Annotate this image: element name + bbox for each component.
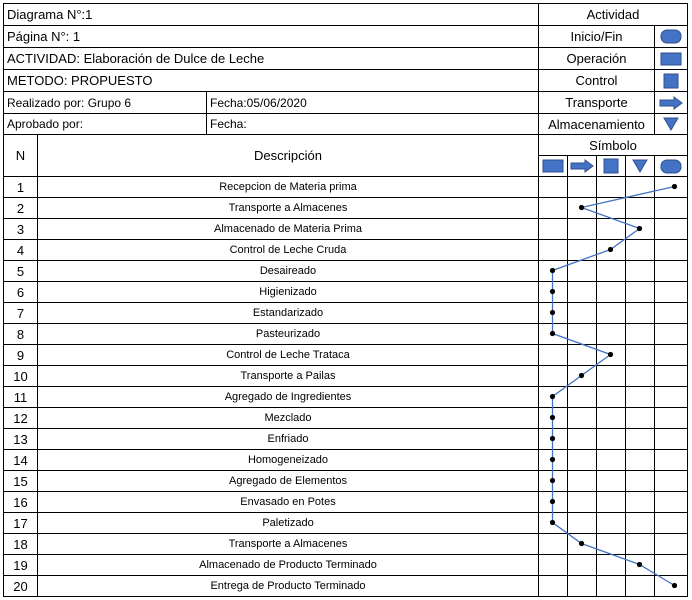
row-number: 3 [3, 218, 38, 240]
made-by: Realizado por: Grupo 6 [3, 91, 207, 114]
symbol-cell [596, 512, 626, 534]
activity-title: ACTIVIDAD: Elaboración de Dulce de Leche [3, 47, 539, 70]
symbol-column-header-2 [567, 155, 597, 177]
symbol-cell [596, 407, 626, 429]
symbol-cell [567, 281, 597, 303]
row-description: Estandarizado [37, 302, 539, 324]
symbol-cell [654, 365, 688, 387]
symbol-cell [654, 323, 688, 345]
row-description: Paletizado [37, 512, 539, 534]
row-number: 9 [3, 344, 38, 366]
row-number: 13 [3, 428, 38, 450]
row-number: 19 [3, 554, 38, 576]
symbol-cell [596, 281, 626, 303]
rounded-rect-icon [660, 159, 682, 174]
symbol-cell [625, 218, 655, 240]
row-number: 17 [3, 512, 38, 534]
n-header: N [3, 134, 38, 177]
symbol-cell [596, 323, 626, 345]
symbol-cell [538, 260, 568, 282]
symbol-cell [625, 239, 655, 261]
symbol-cell [596, 470, 626, 492]
symbol-cell [654, 344, 688, 366]
symbol-cell [596, 386, 626, 408]
symbol-cell [654, 260, 688, 282]
row-number: 2 [3, 197, 38, 219]
symbol-cell [596, 554, 626, 576]
symbol-cell [567, 533, 597, 555]
symbol-cell [625, 344, 655, 366]
symbol-cell [625, 554, 655, 576]
symbol-cell [625, 302, 655, 324]
row-number: 12 [3, 407, 38, 429]
symbol-cell [567, 512, 597, 534]
row-description: Pasteurizado [37, 323, 539, 345]
symbol-cell [567, 302, 597, 324]
triangle-down-icon [663, 117, 679, 131]
row-description: Enfriado [37, 428, 539, 450]
arrow-right-icon [659, 96, 683, 110]
symbol-column-header-4 [625, 155, 655, 177]
row-description: Transporte a Almacenes [37, 197, 539, 219]
symbol-cell [654, 575, 688, 597]
symbol-cell [538, 197, 568, 219]
symbol-cell [538, 407, 568, 429]
legend-title: Actividad [538, 3, 688, 26]
rectangle-icon [660, 52, 682, 66]
symbol-cell [538, 491, 568, 513]
legend-icon-cell-3 [654, 69, 688, 92]
legend-icon-cell-1 [654, 25, 688, 48]
symbol-column-header-5 [654, 155, 688, 177]
symbol-cell [567, 449, 597, 471]
symbol-cell [538, 302, 568, 324]
row-description: Transporte a Almacenes [37, 533, 539, 555]
symbol-cell [538, 428, 568, 450]
process-chart-sheet [3, 3, 687, 596]
diagram-number: Diagrama N°:1 [3, 3, 539, 26]
symbol-cell [625, 491, 655, 513]
symbol-cell [654, 197, 688, 219]
symbol-cell [596, 260, 626, 282]
symbol-cell [596, 197, 626, 219]
symbol-cell [654, 407, 688, 429]
symbol-cell [596, 428, 626, 450]
symbol-cell [567, 491, 597, 513]
symbol-cell [654, 512, 688, 534]
method-label: METODO: PROPUESTO [3, 69, 539, 92]
legend-label-5: Almacenamiento [538, 113, 655, 135]
symbol-cell [625, 365, 655, 387]
symbol-cell [654, 302, 688, 324]
rectangle-icon [542, 159, 564, 173]
symbol-cell [538, 365, 568, 387]
symbol-cell [596, 575, 626, 597]
symbol-cell [625, 449, 655, 471]
symbol-column-header-1 [538, 155, 568, 177]
symbol-cell [654, 533, 688, 555]
symbol-cell [596, 533, 626, 555]
symbol-cell [567, 197, 597, 219]
symbol-cell [625, 575, 655, 597]
symbol-cell [625, 176, 655, 198]
symbol-cell [567, 239, 597, 261]
row-description: Agregado de Ingredientes [37, 386, 539, 408]
symbol-cell [625, 323, 655, 345]
row-description: Almacenado de Materia Prima [37, 218, 539, 240]
symbol-cell [567, 386, 597, 408]
symbol-cell [567, 554, 597, 576]
legend-label-1: Inicio/Fin [538, 25, 655, 48]
symbol-cell [596, 491, 626, 513]
symbol-cell [538, 176, 568, 198]
square-icon [603, 158, 619, 174]
row-number: 14 [3, 449, 38, 471]
symbol-cell [654, 470, 688, 492]
symbol-cell [567, 344, 597, 366]
row-description: Agregado de Elementos [37, 470, 539, 492]
row-description: Almacenado de Producto Terminado [37, 554, 539, 576]
row-number: 4 [3, 239, 38, 261]
row-number: 16 [3, 491, 38, 513]
symbol-cell [538, 512, 568, 534]
triangle-down-icon [632, 159, 648, 173]
symbol-cell [654, 218, 688, 240]
date-approved: Fecha: [206, 113, 539, 135]
row-number: 5 [3, 260, 38, 282]
symbol-cell [538, 323, 568, 345]
symbol-header: Símbolo [538, 134, 688, 156]
row-number: 1 [3, 176, 38, 198]
symbol-cell [567, 575, 597, 597]
symbol-cell [538, 281, 568, 303]
symbol-cell [625, 260, 655, 282]
symbol-cell [538, 449, 568, 471]
page-number: Página N°: 1 [3, 25, 539, 48]
row-number: 6 [3, 281, 38, 303]
rounded-rect-icon [660, 29, 682, 44]
symbol-cell [567, 176, 597, 198]
symbol-cell [596, 302, 626, 324]
symbol-cell [654, 386, 688, 408]
symbol-cell [596, 218, 626, 240]
symbol-cell [596, 449, 626, 471]
row-number: 11 [3, 386, 38, 408]
symbol-cell [596, 344, 626, 366]
symbol-cell [625, 386, 655, 408]
symbol-cell [567, 365, 597, 387]
symbol-cell [625, 197, 655, 219]
symbol-cell [538, 554, 568, 576]
row-description: Control de Leche Trataca [37, 344, 539, 366]
row-description: Homogeneizado [37, 449, 539, 471]
symbol-cell [654, 554, 688, 576]
symbol-cell [625, 533, 655, 555]
date-made: Fecha:05/06/2020 [206, 91, 539, 114]
symbol-cell [538, 239, 568, 261]
symbol-cell [538, 218, 568, 240]
row-description: Mezclado [37, 407, 539, 429]
symbol-cell [567, 323, 597, 345]
symbol-cell [625, 428, 655, 450]
square-icon [663, 73, 679, 89]
symbol-cell [596, 365, 626, 387]
row-description: Higienizado [37, 281, 539, 303]
legend-label-2: Operación [538, 47, 655, 70]
symbol-cell [654, 428, 688, 450]
symbol-cell [654, 491, 688, 513]
arrow-right-icon [570, 159, 594, 173]
row-number: 18 [3, 533, 38, 555]
symbol-cell [567, 470, 597, 492]
description-header: Descripción [37, 134, 539, 177]
symbol-cell [625, 470, 655, 492]
symbol-cell [567, 218, 597, 240]
row-description: Transporte a Pailas [37, 365, 539, 387]
symbol-cell [538, 386, 568, 408]
legend-icon-cell-4 [654, 91, 688, 114]
symbol-cell [625, 281, 655, 303]
row-description: Control de Leche Cruda [37, 239, 539, 261]
symbol-cell [654, 239, 688, 261]
legend-icon-cell-5 [654, 113, 688, 135]
symbol-cell [596, 176, 626, 198]
symbol-cell [567, 428, 597, 450]
symbol-column-header-3 [596, 155, 626, 177]
symbol-cell [538, 470, 568, 492]
row-description: Entrega de Producto Terminado [37, 575, 539, 597]
symbol-cell [625, 512, 655, 534]
row-description: Envasado en Potes [37, 491, 539, 513]
legend-label-4: Transporte [538, 91, 655, 114]
row-number: 20 [3, 575, 38, 597]
symbol-cell [654, 281, 688, 303]
row-number: 15 [3, 470, 38, 492]
symbol-cell [538, 533, 568, 555]
legend-icon-cell-2 [654, 47, 688, 70]
approved-by: Aprobado por: [3, 113, 207, 135]
symbol-cell [567, 407, 597, 429]
symbol-cell [654, 176, 688, 198]
symbol-cell [538, 344, 568, 366]
symbol-cell [567, 260, 597, 282]
row-number: 8 [3, 323, 38, 345]
symbol-cell [538, 575, 568, 597]
row-number: 7 [3, 302, 38, 324]
symbol-cell [654, 449, 688, 471]
symbol-cell [596, 239, 626, 261]
row-description: Recepcion de Materia prima [37, 176, 539, 198]
row-number: 10 [3, 365, 38, 387]
row-description: Desaireado [37, 260, 539, 282]
symbol-cell [625, 407, 655, 429]
legend-label-3: Control [538, 69, 655, 92]
